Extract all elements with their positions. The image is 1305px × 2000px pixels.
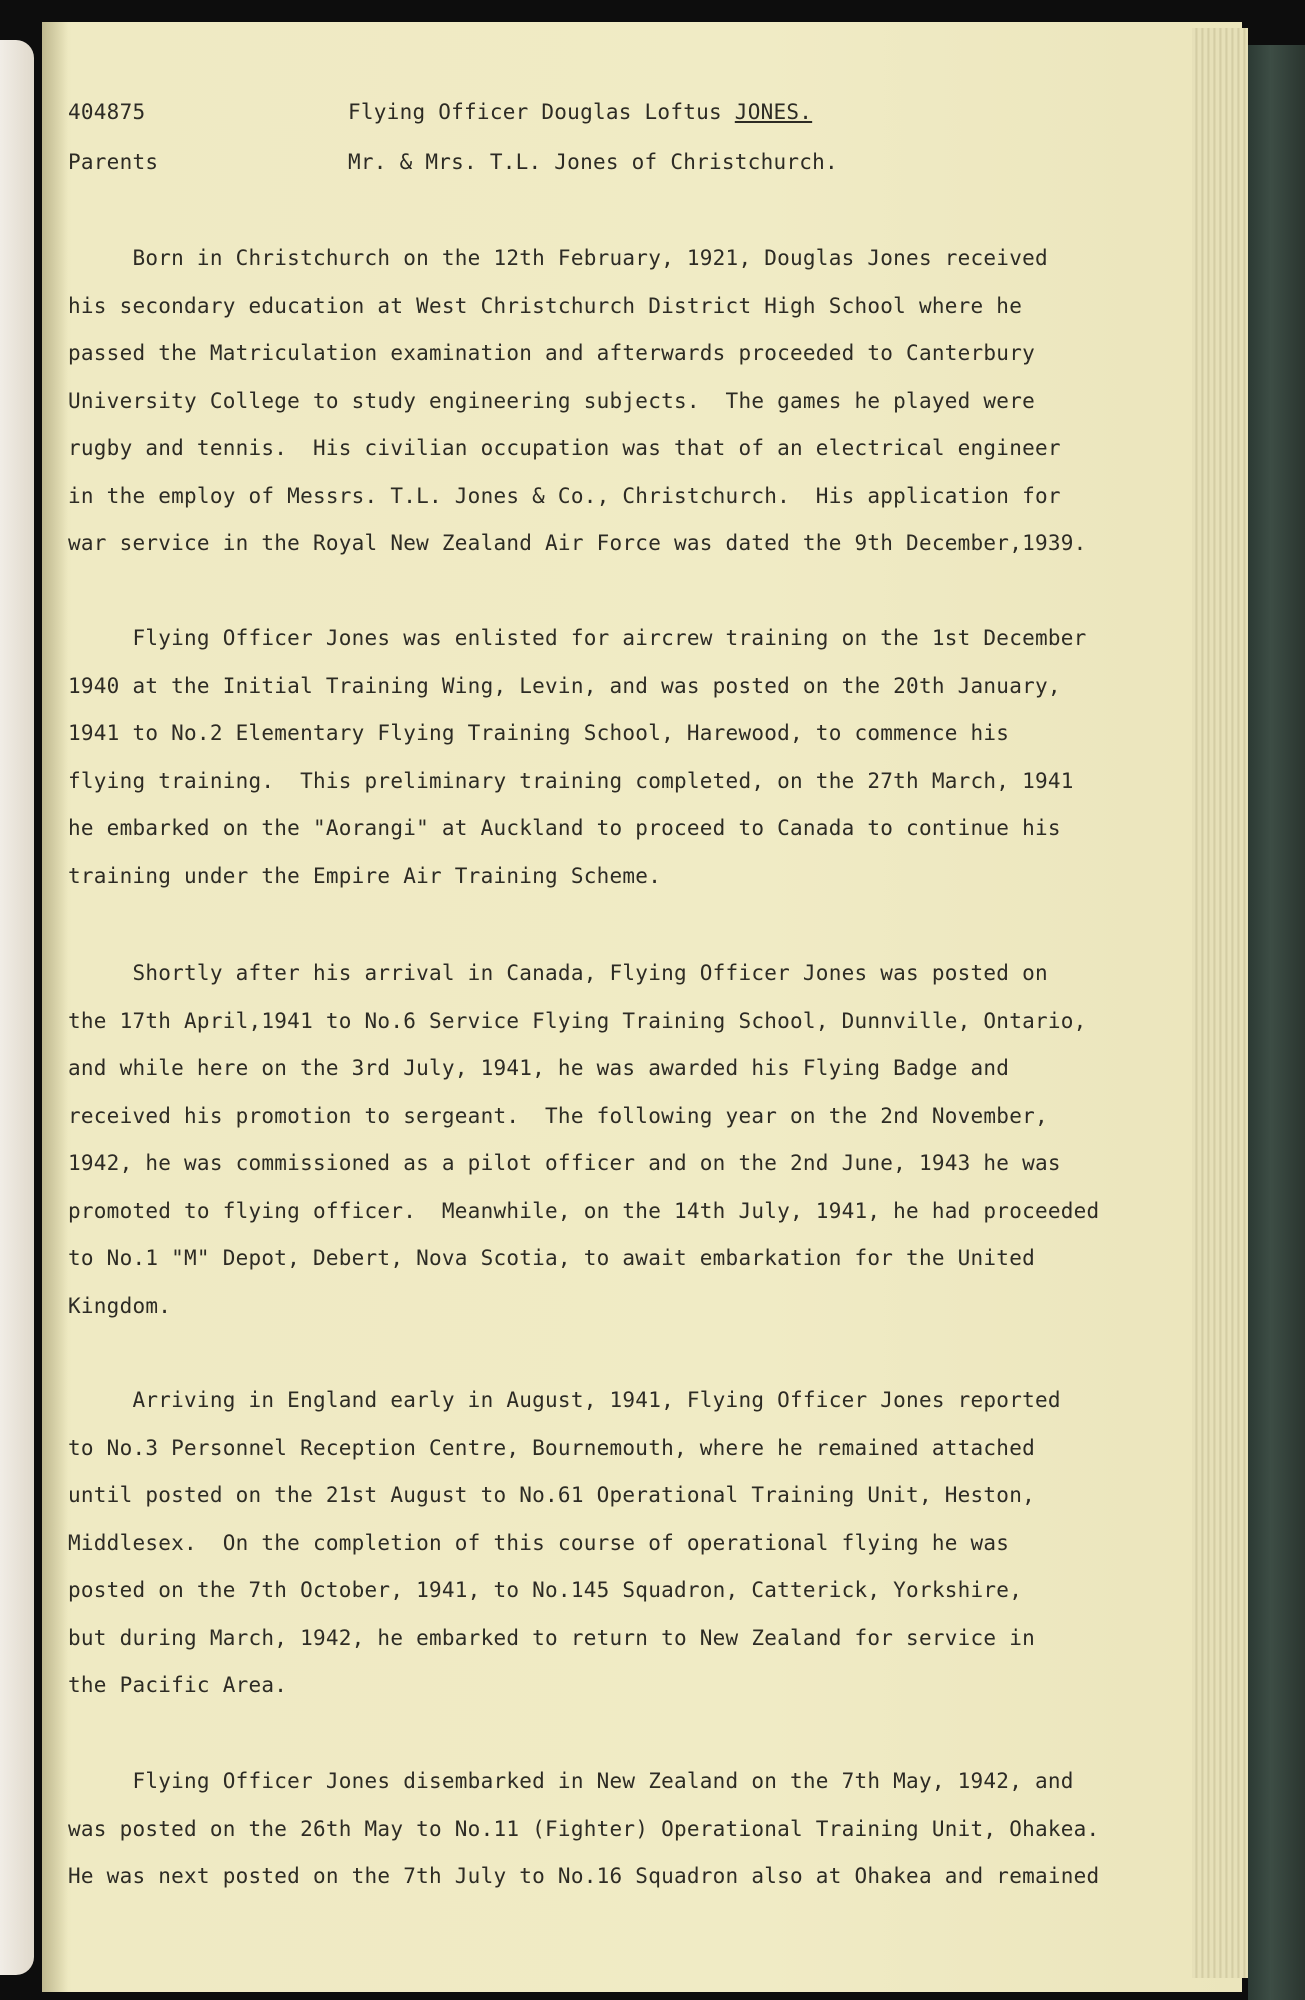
text-line: war service in the Royal New Zealand Air Force was dated the 9th December,1939. (68, 531, 1087, 555)
text-line: rugby and tennis. His civilian occupation was that of an electrical engineer (68, 436, 1061, 460)
text-line: Kingdom. (68, 1293, 172, 1318)
parents-value: Mr. & Mrs. T.L. Jones of Christchurch. (348, 150, 838, 174)
text-line: to No.1 "M" Depot, Debert, Nova Scotia, to await embarkation for the United (68, 1246, 1035, 1270)
text-line: his secondary education at West Christchurch District High School where he (68, 293, 1023, 318)
facing-page-edge (0, 40, 34, 1975)
text-line: Arriving in England early in August, 1941, Flying Officer Jones reported (68, 1388, 1061, 1412)
text-line: he embarked on the "Aorangi" at Auckland to proceed to Canada to continue his (68, 816, 1061, 840)
text-line: 1941 to No.2 Elementary Flying Training School, Harewood, to commence his (68, 721, 1010, 745)
text-line: and while here on the 3rd July, 1941, he was awarded his Flying Badge and (68, 1056, 1010, 1080)
text-line: posted on the 7th October, 1941, to No.145 Squadron, Catterick, Yorkshire, (68, 1578, 1023, 1602)
record-title (348, 100, 812, 124)
text-line: Flying Officer Jones was enlisted for aircrew training on the 1st December (68, 626, 1087, 650)
parents-label: Parents (68, 150, 159, 174)
text-line: until posted on the 21st August to No.61 Operational Training Unit, Heston, (68, 1483, 1035, 1507)
text-line: passed the Matriculation examination and afterwards proceeded to Canterbury (68, 341, 1035, 365)
text-line: was posted on the 26th May to No.11 (Fighter) Operational Training Unit, Ohakea. (68, 1816, 1100, 1841)
text-line: University College to study engineering subjects. The games he played were (68, 388, 1035, 413)
text-line: Flying Officer Jones disembarked in New Zealand on the 7th May, 1942, and (68, 1769, 1074, 1793)
paragraph-3 (68, 950, 1198, 1330)
text-line: to No.3 Personnel Reception Centre, Bournemouth, where he remained attached (68, 1435, 1035, 1460)
page-edges (1192, 28, 1248, 1978)
text-line: promoted to flying officer. Meanwhile, on the 14th July, 1941, he had proceeded (68, 1198, 1100, 1223)
title-prefix: Flying Officer Douglas Loftus (348, 100, 735, 124)
text-line: Middlesex. On the completion of this course of operational flying he was (68, 1530, 1010, 1555)
text-line: 1940 at the Initial Training Wing, Levin, and was posted on the 20th January, (68, 673, 1061, 698)
book-cover (1248, 45, 1305, 2000)
text-line: the 17th April,1941 to No.6 Service Flying Training School, Dunnville, Ontario, (68, 1008, 1087, 1033)
paragraph-4 (68, 1377, 1198, 1710)
text-line: He was next posted on the 7th July to No.16 Squadron also at Ohakea and remained (68, 1864, 1100, 1888)
text-line: Born in Christchurch on the 12th February, 1921, Douglas Jones received (68, 246, 1048, 270)
paragraph-2 (68, 615, 1198, 900)
text-line: but during March, 1942, he embarked to return to New Zealand for service in (68, 1625, 1035, 1650)
surname: JONES. (734, 100, 813, 124)
paragraph-5 (68, 1758, 1198, 1901)
text-line: the Pacific Area. (68, 1673, 288, 1697)
text-line: training under the Empire Air Training Scheme. (68, 863, 662, 888)
gutter-shadow (42, 22, 68, 1992)
text-line: 1942, he was commissioned as a pilot officer and on the 2nd June, 1943 he was (68, 1151, 1061, 1175)
text-line: Shortly after his arrival in Canada, Flying Officer Jones was posted on (68, 961, 1048, 985)
text-line: flying training. This preliminary training completed, on the 27th March, 1941 (68, 768, 1074, 793)
text-line: received his promotion to sergeant. The following year on the 2nd November, (68, 1103, 1048, 1128)
service-number: 404875 (68, 100, 146, 124)
paragraph-1 (68, 235, 1198, 568)
text-line: in the employ of Messrs. T.L. Jones & Co., Christchurch. His application for (68, 483, 1061, 508)
